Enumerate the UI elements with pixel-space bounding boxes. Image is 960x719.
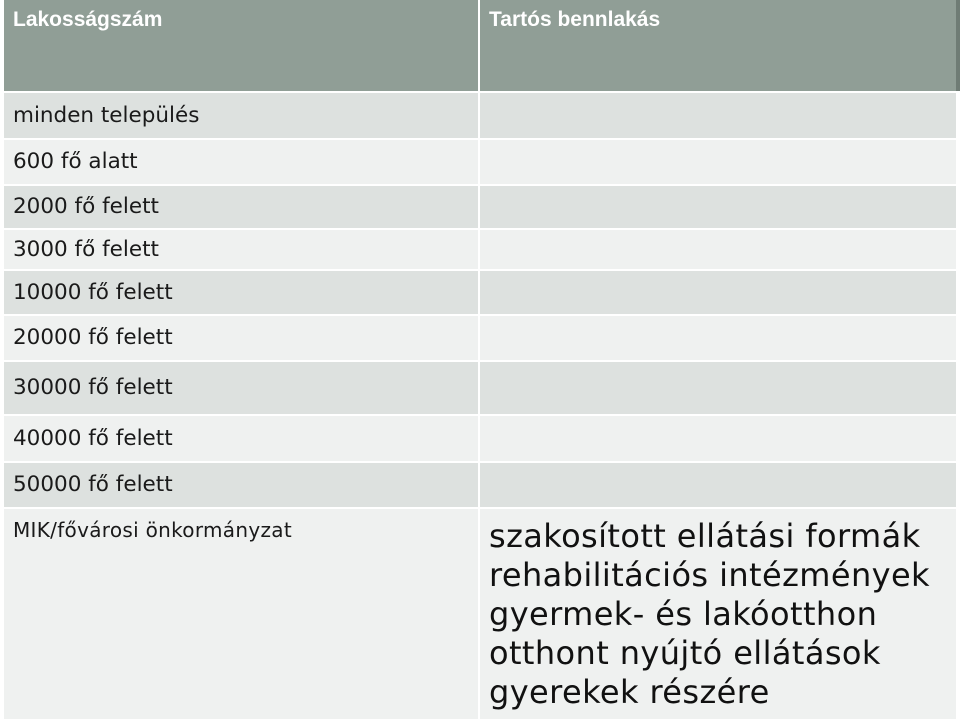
- row-label: 50000 fő felett: [4, 463, 478, 507]
- row-value: [480, 463, 956, 507]
- service-item: rehabilitációs intézmények: [489, 556, 930, 594]
- row-value: [480, 230, 956, 269]
- row-label: 40000 fő felett: [4, 416, 478, 461]
- row-label: 20000 fő felett: [4, 316, 478, 360]
- population-table: [4, 0, 960, 719]
- row-value: [480, 93, 956, 138]
- service-item: szakosított ellátási formák: [489, 517, 921, 555]
- row-label: 2000 fő felett: [4, 186, 478, 228]
- row-label: 3000 fő felett: [4, 230, 478, 269]
- row-value: [480, 186, 956, 228]
- row-label: 10000 fő felett: [4, 271, 478, 314]
- row-value: [480, 316, 956, 360]
- row-value: [480, 416, 956, 461]
- service-item: gyerekek részére: [489, 673, 770, 711]
- header-population: Lakosságszám: [4, 0, 478, 91]
- service-item: gyermek- és lakóotthon: [489, 595, 878, 633]
- row-label: 30000 fő felett: [4, 362, 478, 414]
- table-edge: [956, 0, 960, 91]
- row-label: 600 fő alatt: [4, 140, 478, 184]
- row-value: [480, 140, 956, 184]
- services-list: [480, 509, 956, 719]
- service-item: otthont nyújtó ellátások: [489, 634, 881, 672]
- row-value: [480, 271, 956, 314]
- header-long-term-residence: Tartós bennlakás: [480, 0, 956, 91]
- row-value: [480, 362, 956, 414]
- row-label: MIK/fővárosi önkormányzat: [4, 509, 478, 719]
- row-label: minden település: [4, 93, 478, 138]
